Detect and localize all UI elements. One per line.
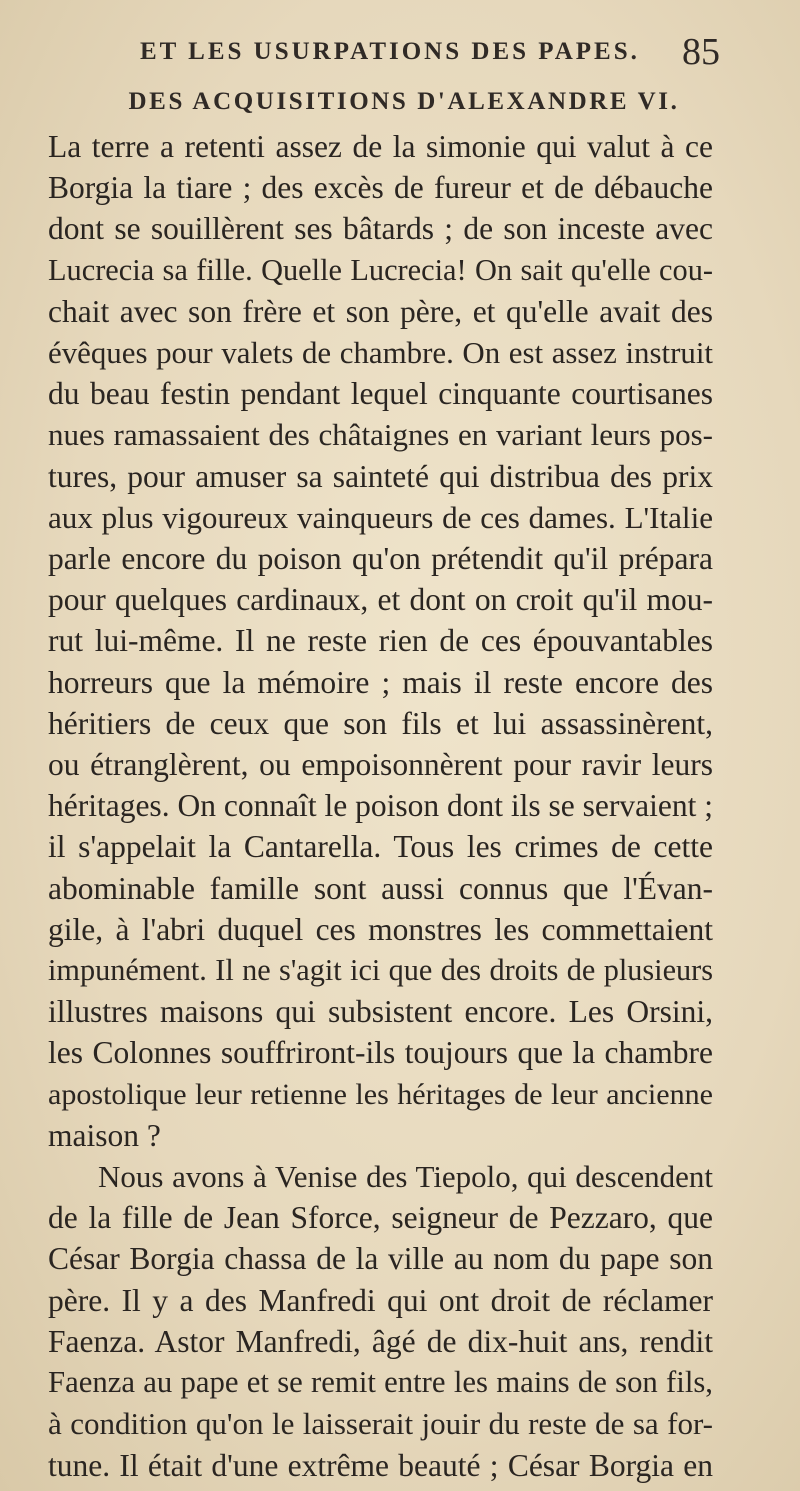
text-line: héritages. On connaît le poison dont ils se servaient ; <box>48 788 713 824</box>
text-line: dont se souillèrent ses bâtards ; de son inceste avec <box>48 211 713 247</box>
text-line: aux plus vigoureux vainqueurs de ces dames. L'Italie <box>48 499 713 535</box>
text-line: ou étranglèrent, ou empoisonnèrent pour ravir leurs <box>48 747 713 783</box>
text-line: rut lui-même. Il ne reste rien de ces épouvantables <box>48 623 713 659</box>
text-line: La terre a retenti assez de la simonie qui valut à ce <box>48 129 713 164</box>
text-line: gile, à l'abri duquel ces monstres les commettaient <box>48 911 713 947</box>
text-line: Borgia la tiare ; des excès de fureur et de débauche <box>48 170 713 206</box>
text-line: pour quelques cardinaux, et dont on croit qu'il mou- <box>48 582 713 618</box>
section-heading: DES ACQUISITIONS D'ALEXANDRE VI. <box>128 88 680 115</box>
text-line: maison ? <box>48 1117 161 1153</box>
text-line: Faenza au pape et se remit entre les mains de son fils, <box>48 1365 713 1400</box>
text-line: chait avec son frère et son père, et qu'elle avait des <box>48 293 713 329</box>
text-line: Faenza. Astor Manfredi, âgé de dix-huit ans, rendit <box>48 1323 713 1359</box>
text-line: tures, pour amuser sa sainteté qui distribua des prix <box>48 458 713 494</box>
text-line: horreurs que la mémoire ; mais il reste encore des <box>48 664 713 700</box>
body-text <box>48 126 713 1486</box>
text-line: il s'appelait la Cantarella. Tous les crimes de cette <box>48 829 713 865</box>
text-line: nues ramassaient des châtaignes en variant leurs pos- <box>48 417 713 453</box>
text-line: héritiers de ceux que son fils et lui assassinèrent, <box>48 705 713 741</box>
text-line: illustres maisons qui subsistent encore. Les Orsini, <box>48 994 713 1030</box>
text-line: évêques pour valets de chambre. On est assez instruit <box>48 335 713 371</box>
text-line: apostolique leur retienne les héritages de leur ancienne <box>48 1076 713 1111</box>
text-line: à condition qu'on le laisserait jouir du reste de sa for- <box>48 1406 713 1442</box>
text-line: Nous avons à Venise des Tiepolo, qui descendent <box>98 1159 713 1195</box>
text-line: les Colonnes souffriront-ils toujours que la chambre <box>48 1035 713 1071</box>
running-title: ET LES USURPATIONS DES PAPES. <box>140 38 640 65</box>
text-line: César Borgia chassa de la ville au nom du pape son <box>48 1241 713 1277</box>
page-number: 85 <box>682 31 720 73</box>
text-line: abominable famille sont aussi connus que l'Évan- <box>48 870 713 906</box>
text-line: tune. Il était d'une extrême beauté ; César Borgia en <box>48 1447 713 1483</box>
text-line: impunément. Il ne s'agit ici que des droits de plusieurs <box>48 953 713 988</box>
text-line: de la fille de Jean Sforce, seigneur de Pezzaro, que <box>48 1200 713 1236</box>
text-line: Lucrecia sa fille. Quelle Lucrecia! On sait qu'elle cou- <box>48 252 713 287</box>
text-line: père. Il y a des Manfredi qui ont droit de réclamer <box>48 1282 713 1318</box>
text-line: du beau festin pendant lequel cinquante courtisanes <box>48 376 713 412</box>
text-line: parle encore du poison qu'on prétendit qu'il prépara <box>48 541 713 577</box>
running-head <box>140 32 720 72</box>
